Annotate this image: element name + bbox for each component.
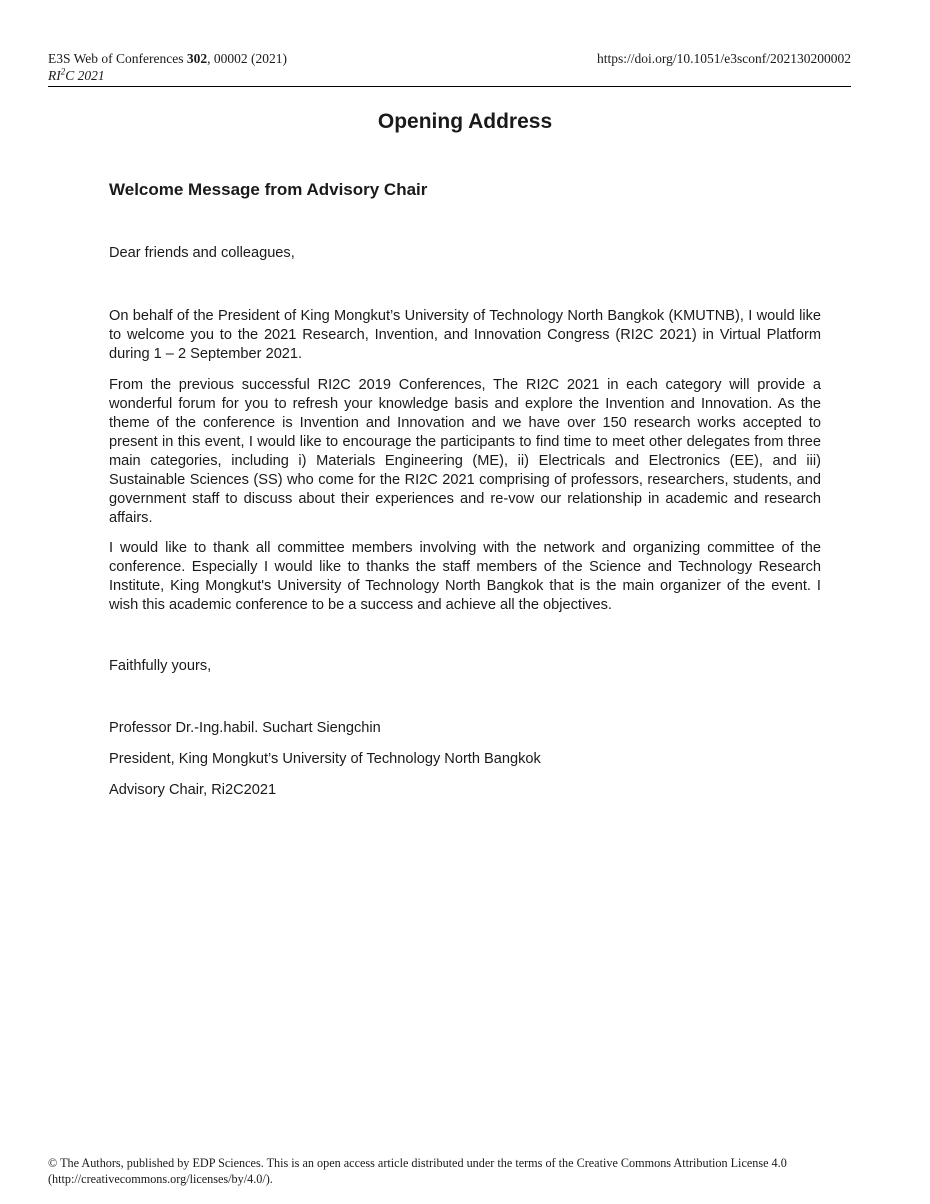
- doi-link[interactable]: https://doi.org/10.1051/e3sconf/202130200002: [597, 51, 851, 66]
- journal-volume: 302: [186, 51, 208, 66]
- page-title: Opening Address: [377, 110, 553, 133]
- page-header: [48, 50, 851, 87]
- signature-role: Advisory Chair, Ri2C2021: [109, 782, 277, 798]
- journal-name: E3S Web of Conferences: [48, 51, 187, 66]
- section-heading: Welcome Message from Advisory Chair: [109, 180, 428, 199]
- signature-name: Professor Dr.-Ing.habil. Suchart Siengchin: [109, 720, 381, 736]
- journal-citation: [48, 50, 287, 67]
- article-number: , 00002 (2021): [207, 51, 288, 66]
- short-title-prefix: RI: [48, 68, 61, 83]
- short-title-superscript: 2: [60, 66, 66, 77]
- conference-short-title: [48, 67, 105, 84]
- short-title-suffix: C 2021: [65, 68, 105, 83]
- license-text: © The Authors, published by EDP Sciences. This is an open access article distributed under the terms of the Creative Commons Attribution License 4.0: [48, 1156, 787, 1170]
- paragraph-overview: From the previous successful RI2C 2019 Conferences, The RI2C 2021 in each category will provide a wonderful forum for you to refresh your knowledge basis and explore the Invention and Innovation. As the theme of the conference is Invention and Innovation and we have over 150 research works accepted to present in this event, I would like to encourage the participants to find time to meet other delegates from three main categories, including i) Materials Engineering (ME), ii) Electricals and Electronics (EE), and iii) Sustainable Sciences (SS) who come for the RI2C 2021 comprising of professors, researchers, students, and government staff to discuss about their experiences and re-vow our relationship in academic and research affairs.: [109, 377, 821, 526]
- license-url[interactable]: (http://creativecommons.org/licenses/by/4.0/).: [48, 1172, 273, 1186]
- signature-position: President, King Mongkut’s University of Technology North Bangkok: [109, 751, 541, 767]
- paragraph-thanks: I would like to thank all committee members involving with the network and organizing committee of the conference. Especially I would like to thanks the staff members of the Science and Technology Research Institute, King Mongkut's University of Technology North Bangkok that is the main organizer of the event. I wish this academic conference to be a success and achieve all the objectives.: [109, 540, 821, 613]
- closing: Faithfully yours,: [109, 658, 212, 674]
- salutation: Dear friends and colleagues,: [109, 245, 295, 261]
- license-footer: [48, 1155, 858, 1187]
- paragraph-welcome: On behalf of the President of King Mongkut’s University of Technology North Bangkok (KMUTNB), I would like to welcome you to the 2021 Research, Invention, and Innovation Congress (RI2C 2021) in Virtual Platform during 1 – 2 September 2021.: [109, 308, 821, 362]
